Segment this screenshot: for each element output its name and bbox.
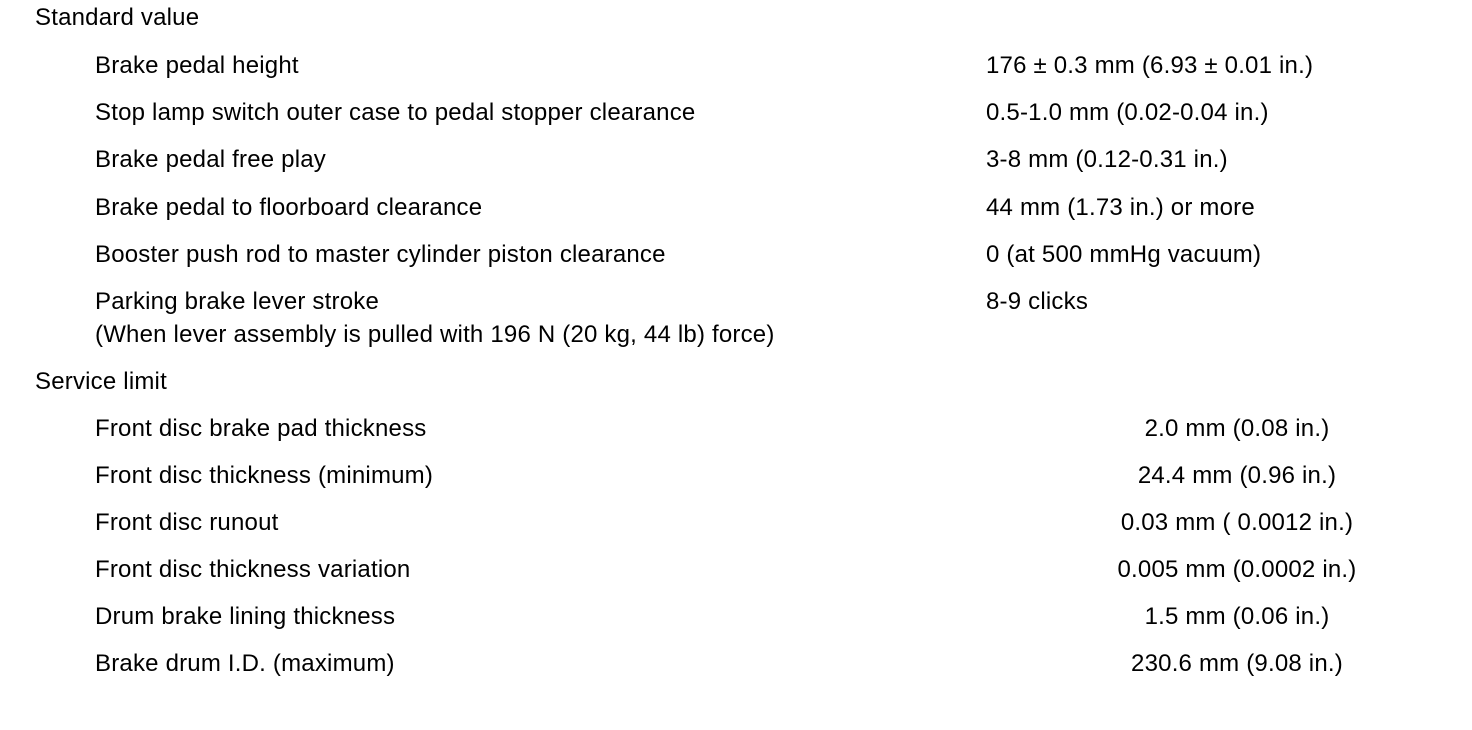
spec-row — [0, 192, 1472, 232]
spec-value: 3-8 mm (0.12-0.31 in.) — [986, 146, 1228, 173]
spec-label: Brake pedal height — [95, 52, 299, 79]
spec-label: Drum brake lining thickness — [95, 603, 396, 630]
spec-row — [0, 239, 1472, 279]
spec-value: 0.5-1.0 mm (0.02-0.04 in.) — [986, 99, 1269, 126]
spec-value: 0.005 mm (0.0002 in.) — [1117, 556, 1357, 583]
spec-value: 1.5 mm (0.06 in.) — [1144, 603, 1330, 630]
spec-value: 0.03 mm ( 0.0012 in.) — [1120, 509, 1354, 536]
spec-label: Brake pedal to floorboard clearance — [95, 194, 483, 221]
spec-label-note: (When lever assembly is pulled with 196 N (20 kg, 44 lb) force) — [95, 321, 775, 348]
spec-row — [0, 460, 1472, 500]
spec-label: Front disc runout — [95, 509, 279, 536]
service-limit-heading: Service limit — [35, 368, 167, 395]
spec-row — [0, 601, 1472, 641]
spec-label: Booster push rod to master cylinder piston clearance — [95, 241, 666, 268]
spec-label: Front disc thickness variation — [95, 556, 411, 583]
spec-row — [0, 144, 1472, 184]
spec-row — [0, 648, 1472, 688]
spec-label: Brake pedal free play — [95, 146, 327, 173]
spec-value: 2.0 mm (0.08 in.) — [1144, 415, 1330, 442]
spec-label: Brake drum I.D. (maximum) — [95, 650, 395, 677]
spec-row — [0, 286, 1472, 356]
spec-value: 230.6 mm (9.08 in.) — [1131, 650, 1343, 677]
spec-label: Front disc brake pad thickness — [95, 415, 427, 442]
spec-value: 8-9 clicks — [986, 288, 1089, 315]
spec-row — [0, 413, 1472, 453]
spec-row — [0, 507, 1472, 547]
spec-value: 176 ± 0.3 mm (6.93 ± 0.01 in.) — [986, 52, 1314, 79]
spec-row — [0, 554, 1472, 594]
spec-label: Parking brake lever stroke — [95, 288, 379, 315]
spec-label: Front disc thickness (minimum) — [95, 462, 434, 489]
standard-value-heading: Standard value — [35, 4, 200, 31]
spec-value: 0 (at 500 mmHg vacuum) — [986, 241, 1262, 268]
spec-row — [0, 97, 1472, 137]
spec-value: 44 mm (1.73 in.) or more — [986, 194, 1255, 221]
spec-row — [0, 50, 1472, 90]
spec-value: 24.4 mm (0.96 in.) — [1137, 462, 1337, 489]
spec-label: Stop lamp switch outer case to pedal stopper clearance — [95, 99, 696, 126]
